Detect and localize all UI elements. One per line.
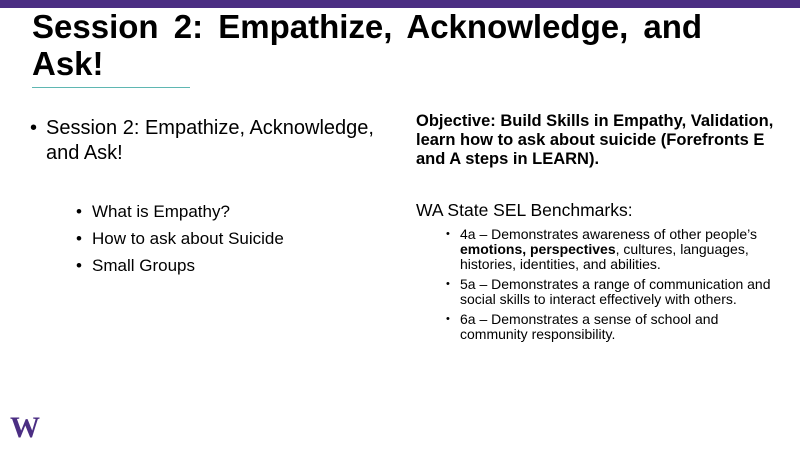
benchmark-6a: • 6a – Demonstrates a sense of school and community responsibility. <box>446 312 776 342</box>
benchmark-list <box>446 227 776 342</box>
sub-bullet-small-groups: • Small Groups <box>76 252 380 279</box>
top-accent-bar <box>0 0 800 8</box>
sub-bullet-empathy: • What is Empathy? <box>76 198 380 225</box>
main-bullet <box>30 116 380 279</box>
slide-title: Session 2: Empathize, Acknowledge, and Ask! <box>32 8 703 82</box>
benchmark-5a: • 5a – Demonstrates a range of communication and social skills to interact effectively with others. <box>446 277 776 307</box>
sub-bullet-list <box>76 198 380 279</box>
title-underline <box>32 87 190 88</box>
main-bullet-text: Session 2: Empathize, Acknowledge, and Ask! <box>46 117 374 164</box>
uw-logo-icon: W <box>10 411 38 444</box>
right-content <box>416 112 776 347</box>
objective-text: Objective: Build Skills in Empathy, Validation, learn how to ask about suicide (Forefronts E and A steps in LEARN). <box>416 112 774 168</box>
benchmark-4a-bold: emotions, perspectives <box>460 241 616 257</box>
main-bullet-list <box>30 116 380 279</box>
benchmark-4a-post: , cultures, languages, histories, identities, and abilities. <box>460 241 749 272</box>
sub-bullet-ask-suicide: • How to ask about Suicide <box>76 225 380 252</box>
benchmarks-title: WA State SEL Benchmarks: <box>416 200 633 220</box>
left-content <box>30 116 380 279</box>
benchmark-4a <box>446 227 776 272</box>
benchmark-4a-pre: 4a – Demonstrates awareness of other people’s <box>460 226 758 242</box>
